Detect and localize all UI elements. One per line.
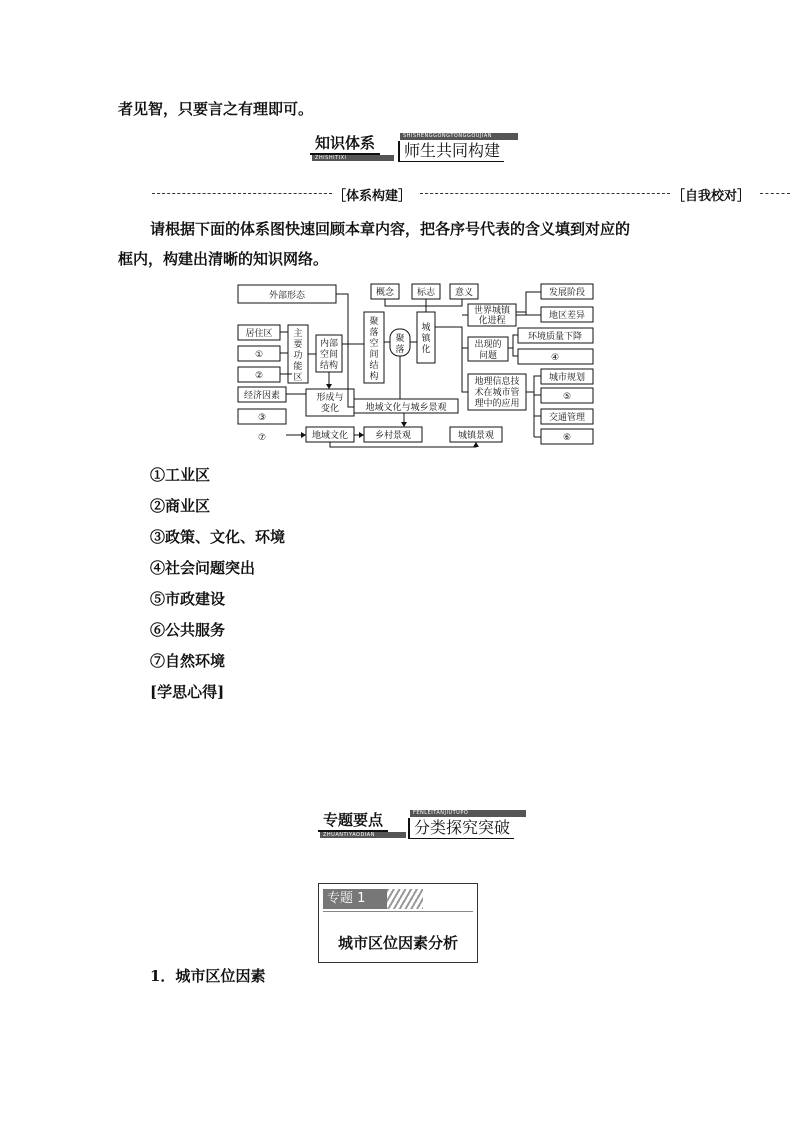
reflection-heading: [学思心得] (150, 683, 225, 701)
label-zhuyao-4: 能 (293, 362, 303, 372)
label-diyu-wh: 地域文化 (311, 431, 349, 441)
label-xiangcun: 乡村景观 (374, 431, 412, 441)
label-julo-1: 聚 (395, 334, 405, 344)
dashed-rule (420, 193, 670, 194)
label-julo-2: 落 (395, 345, 405, 355)
label-julo-kj-2: 落 (369, 328, 379, 338)
topic-name: 城市区位因素分析 (337, 934, 458, 952)
label-gainian: 概念 (375, 288, 395, 298)
topic-tag-stripes (387, 889, 423, 909)
label-fazhan: 发展阶段 (548, 288, 586, 298)
intro-tail-text: 者见智，只要言之有理即可。 (118, 100, 314, 118)
answer-item-4: ④社会问题突出 (150, 559, 256, 577)
label-waibu: 外部形态 (268, 291, 306, 301)
label-n7: ⑦ (257, 433, 267, 443)
topic-box (318, 883, 478, 963)
label-n3: ③ (257, 413, 267, 423)
label-shijie-1: 世界城镇 (473, 306, 511, 316)
label-juzhu: 居住区 (245, 329, 273, 339)
label-n5: ⑤ (562, 392, 572, 402)
label-chengshi-gh: 城市规划 (548, 373, 586, 383)
label-diyu-wh-jg: 地域文化与城乡景观 (365, 403, 447, 413)
label-dili-3: 理中的应用 (474, 399, 520, 409)
topic-points-banner (318, 810, 528, 836)
label-n1: ① (254, 350, 264, 360)
label-chuxian-2: 问题 (478, 351, 498, 361)
label-zhuyao-1: 主 (293, 329, 303, 339)
topic-tag: 专题 1 (323, 889, 387, 909)
label-yiyi: 意义 (454, 288, 474, 298)
answer-item-6: ⑥公共服务 (150, 621, 226, 639)
section-heading-1: 1．城市区位因素 (150, 967, 266, 985)
label-n4: ④ (550, 353, 560, 363)
label-dili-2: 术在城市管 (474, 388, 520, 398)
label-n2: ② (254, 371, 264, 381)
label-diqu: 地区差异 (548, 311, 586, 321)
topic-rule (323, 911, 473, 912)
banner-right-title: 分类探究突破 (408, 818, 514, 839)
label-neibu-2: 空间 (319, 350, 339, 360)
banner-pinyin-bottom: ZHUANTIYAODIAN (320, 832, 406, 838)
label-neibu-3: 结构 (319, 361, 339, 371)
label-jingji-visible: 经济因素 (243, 391, 281, 401)
banner-pinyin-top: FENLEITANJIUTUPO (410, 810, 526, 817)
label-n6: ⑥ (562, 433, 572, 443)
label-shijie-2: 化进程 (478, 316, 506, 326)
label-huanjing: 环境质量下降 (527, 332, 583, 342)
banner-left-title: 专题要点 (318, 810, 388, 832)
label-dili-1: 地理信息技 (474, 377, 520, 387)
banner-right-title: 师生共同构建 (398, 141, 504, 162)
answer-item-1: ①工业区 (150, 466, 211, 484)
answer-item-3: ③政策、文化、环境 (150, 528, 286, 546)
answer-item-2: ②商业区 (150, 497, 211, 515)
label-zhuyao-2: 要 (293, 340, 303, 350)
label-julo-kj-3: 空 (369, 339, 379, 349)
label-julo-kj-4: 间 (369, 350, 379, 360)
banner-pinyin-bottom: ZHISHITIXI (312, 155, 394, 161)
answer-item-7: ⑦自然环境 (150, 652, 226, 670)
label-xingcheng-1: 形成与 (316, 393, 344, 403)
banner-left-title: 知识体系 (310, 133, 380, 155)
section-build-label: ［体系构建］ (333, 189, 412, 204)
knowledge-network-diagram (236, 282, 596, 450)
dashed-rule (760, 193, 790, 194)
label-julo-kj-6: 构 (369, 372, 379, 382)
section-check-label: ［自我校对］ (672, 189, 751, 204)
label-jiaotong: 交通管理 (548, 413, 586, 423)
label-biaozhi: 标志 (416, 288, 436, 298)
label-chengzhen-1: 城 (421, 323, 431, 333)
label-chengzhen-jg: 城镇景观 (457, 431, 495, 441)
label-xingcheng-2: 变化 (320, 404, 340, 414)
label-julo-kj-1: 聚 (369, 317, 379, 327)
banner-pinyin-top: SHISHENGGONGTONGGOUJIAN (400, 133, 518, 140)
answer-item-5: ⑤市政建设 (150, 590, 226, 608)
knowledge-system-banner (310, 133, 520, 159)
label-julo-kj-5: 结 (369, 361, 379, 371)
label-chuxian-1: 出现的 (474, 340, 502, 350)
label-zhuyao-3: 功 (293, 351, 303, 361)
dashed-rule (152, 193, 332, 194)
label-chengzhen-3: 化 (421, 345, 431, 355)
instruction-line-2: 框内，构建出清晰的知识网络。 (118, 250, 329, 268)
label-neibu-1: 内部 (319, 339, 339, 349)
label-chengzhen-2: 镇 (421, 334, 431, 344)
label-zhuyao-5: 区 (293, 373, 303, 383)
instruction-line-1: 请根据下面的体系图快速回顾本章内容，把各序号代表的含义填到对应的 (150, 220, 631, 238)
